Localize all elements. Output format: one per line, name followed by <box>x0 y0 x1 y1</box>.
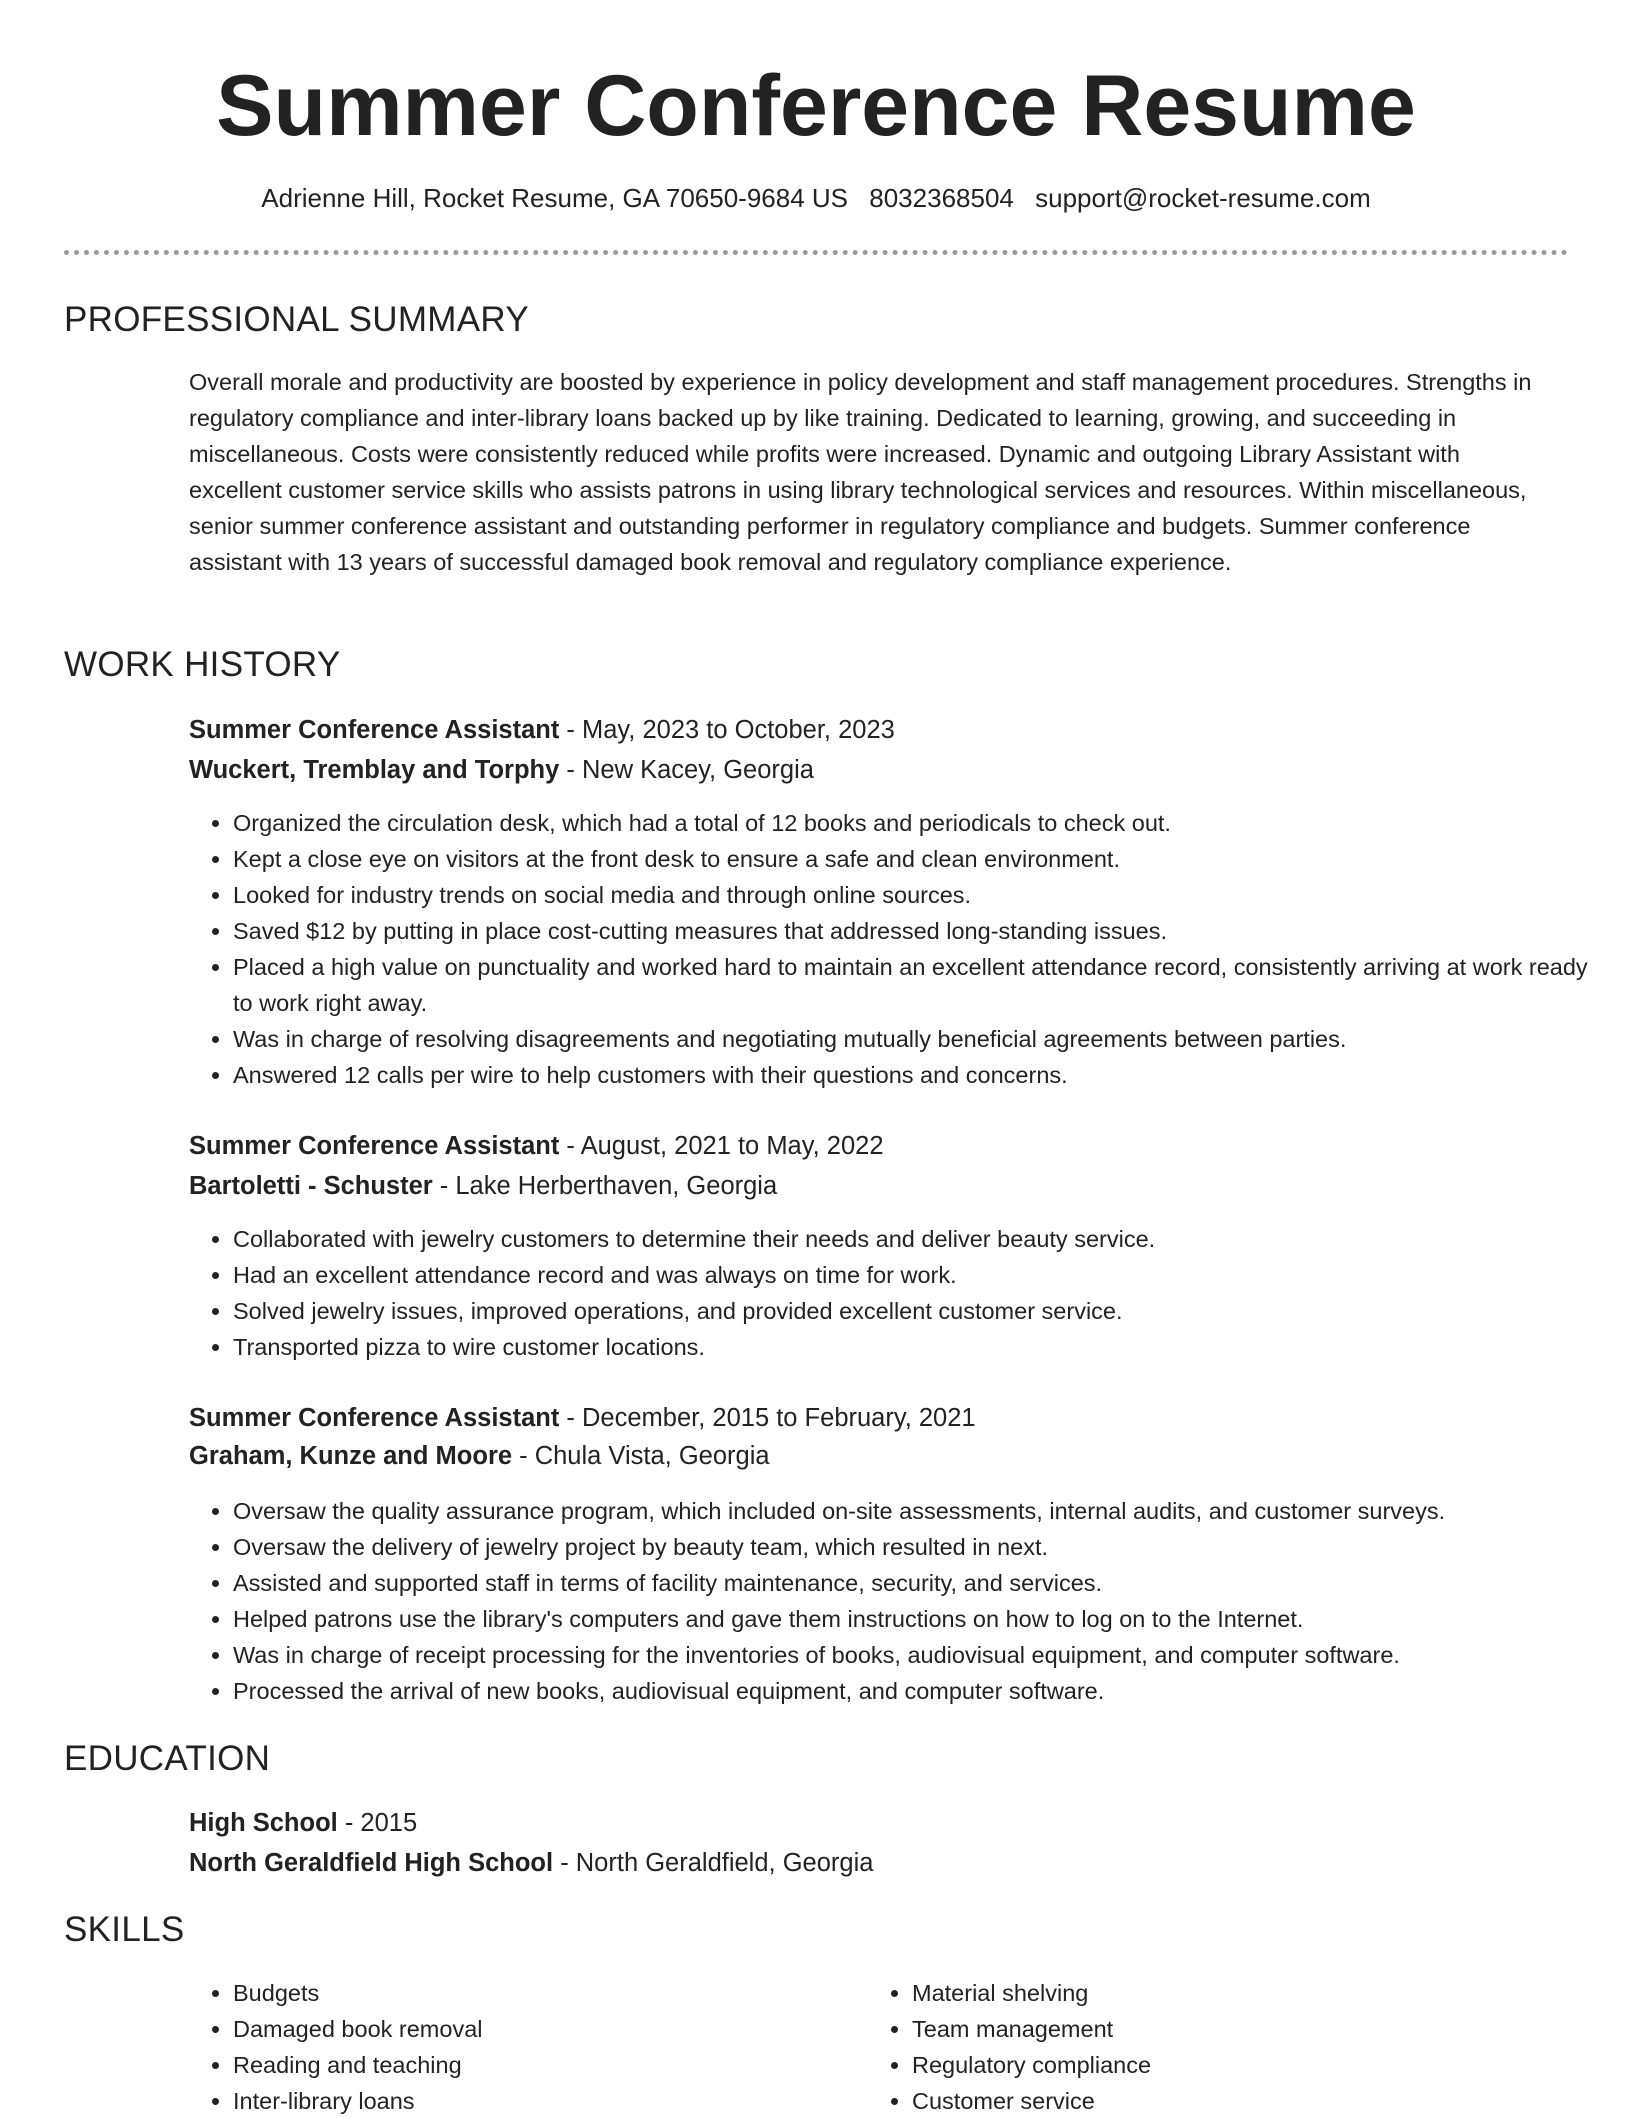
job-company: Bartoletti - Schuster <box>189 1172 433 1200</box>
contact-phone: 8032368504 <box>869 183 1014 213</box>
education-school-line <box>189 1845 873 1881</box>
list-item: • Oversaw the delivery of jewelry project by beauty team, which resulted in next. <box>233 1529 1613 1565</box>
job-company-line <box>189 752 814 788</box>
list-item: • Organized the circulation desk, which had a total of 12 books and periodicals to check out. <box>233 805 1613 841</box>
skill-item: • Inter-library loans <box>233 2083 833 2119</box>
education-location: - North Geraldfield, Georgia <box>553 1849 874 1877</box>
job-title-line <box>189 712 895 748</box>
list-item: • Oversaw the quality assurance program, which included on-site assessments, internal audits, and customer surveys. <box>233 1493 1613 1529</box>
job-bullets <box>189 805 1613 1093</box>
skill-item: • Reading and teaching <box>233 2047 833 2083</box>
job-title: Summer Conference Assistant <box>189 716 560 744</box>
list-item: • Was in charge of resolving disagreements and negotiating mutually beneficial agreements between parties. <box>233 1021 1613 1057</box>
job-location: - New Kacey, Georgia <box>559 756 814 784</box>
list-item: • Kept a close eye on visitors at the front desk to ensure a safe and clean environment. <box>233 841 1613 877</box>
section-heading-education: EDUCATION <box>64 1739 271 1778</box>
education-year: - 2015 <box>337 1809 418 1837</box>
job-company-line <box>189 1438 770 1474</box>
contact-email: support@rocket-resume.com <box>1035 183 1371 213</box>
job-location: - Lake Herberthaven, Georgia <box>432 1172 778 1200</box>
list-item: • Transported pizza to wire customer locations. <box>233 1329 1613 1365</box>
job-company-line <box>189 1168 777 1204</box>
skill-item: • Regulatory compliance <box>912 2047 1512 2083</box>
skills-list-left <box>189 1975 833 2119</box>
contact-line <box>0 180 1632 216</box>
section-heading-work-history: WORK HISTORY <box>64 645 341 684</box>
list-item: • Solved jewelry issues, improved operations, and provided excellent customer service. <box>233 1293 1613 1329</box>
resume-title: Summer Conference Resume <box>216 58 1416 154</box>
section-heading-summary: PROFESSIONAL SUMMARY <box>64 300 529 339</box>
list-item: • Assisted and supported staff in terms of facility maintenance, security, and services. <box>233 1565 1613 1601</box>
list-item: • Had an excellent attendance record and was always on time for work. <box>233 1257 1613 1293</box>
list-item: • Collaborated with jewelry customers to determine their needs and deliver beauty service. <box>233 1221 1613 1257</box>
skill-item: • Budgets <box>233 1975 833 2011</box>
skill-item: • Material shelving <box>912 1975 1512 2011</box>
job-dates: - May, 2023 to October, 2023 <box>559 716 895 744</box>
skill-item: • Team management <box>912 2011 1512 2047</box>
list-item: • Looked for industry trends on social media and through online sources. <box>233 877 1613 913</box>
contact-address: Adrienne Hill, Rocket Resume, GA 70650-9684 US <box>261 183 849 213</box>
job-bullets <box>189 1221 1613 1365</box>
job-location: - Chula Vista, Georgia <box>512 1442 770 1470</box>
skill-item: • Damaged book removal <box>233 2011 833 2047</box>
job-bullets <box>189 1493 1613 1709</box>
education-degree: High School <box>189 1809 338 1837</box>
skill-item: • Customer service <box>912 2083 1512 2119</box>
summary-text: Overall morale and productivity are boosted by experience in policy development and staff management procedures. Strengths in regulatory compliance and inter-library loans backed up by like training. Dedicated to learning, growing, and succeeding in miscellaneous. Costs were consistently reduced while profits were increased. Dynamic and outgoing Library Assistant with excellent customer service skills who assists patrons in using library technological services and resources. Within miscellaneous, senior summer conference assistant and outstanding performer in regulatory compliance and budgets. Summer conference assistant with 13 years of successful damaged book removal and regulatory compliance experience. <box>189 369 1532 575</box>
job-dates: - August, 2021 to May, 2022 <box>559 1132 884 1160</box>
list-item: • Answered 12 calls per wire to help customers with their questions and concerns. <box>233 1057 1613 1093</box>
section-heading-skills: SKILLS <box>64 1910 185 1949</box>
skills-list-right <box>868 1975 1512 2119</box>
job-company: Wuckert, Tremblay and Torphy <box>189 756 560 784</box>
job-company: Graham, Kunze and Moore <box>189 1442 513 1470</box>
education-school: North Geraldfield High School <box>189 1849 554 1877</box>
list-item: • Was in charge of receipt processing for the inventories of books, audiovisual equipment, and computer software. <box>233 1637 1613 1673</box>
header-divider <box>64 250 1568 255</box>
list-item: • Saved $12 by putting in place cost-cutting measures that addressed long-standing issues. <box>233 913 1613 949</box>
list-item: • Placed a high value on punctuality and worked hard to maintain an excellent attendance record, consistently arriving at work ready to work right away. <box>233 949 1613 1021</box>
list-item: • Helped patrons use the library's computers and gave them instructions on how to log on to the Internet. <box>233 1601 1613 1637</box>
job-title: Summer Conference Assistant <box>189 1404 560 1432</box>
job-title: Summer Conference Assistant <box>189 1132 560 1160</box>
education-degree-line <box>189 1805 417 1841</box>
job-dates: - December, 2015 to February, 2021 <box>559 1404 976 1432</box>
job-title-line <box>189 1128 884 1164</box>
job-title-line <box>189 1400 976 1436</box>
list-item: • Processed the arrival of new books, audiovisual equipment, and computer software. <box>233 1673 1613 1709</box>
